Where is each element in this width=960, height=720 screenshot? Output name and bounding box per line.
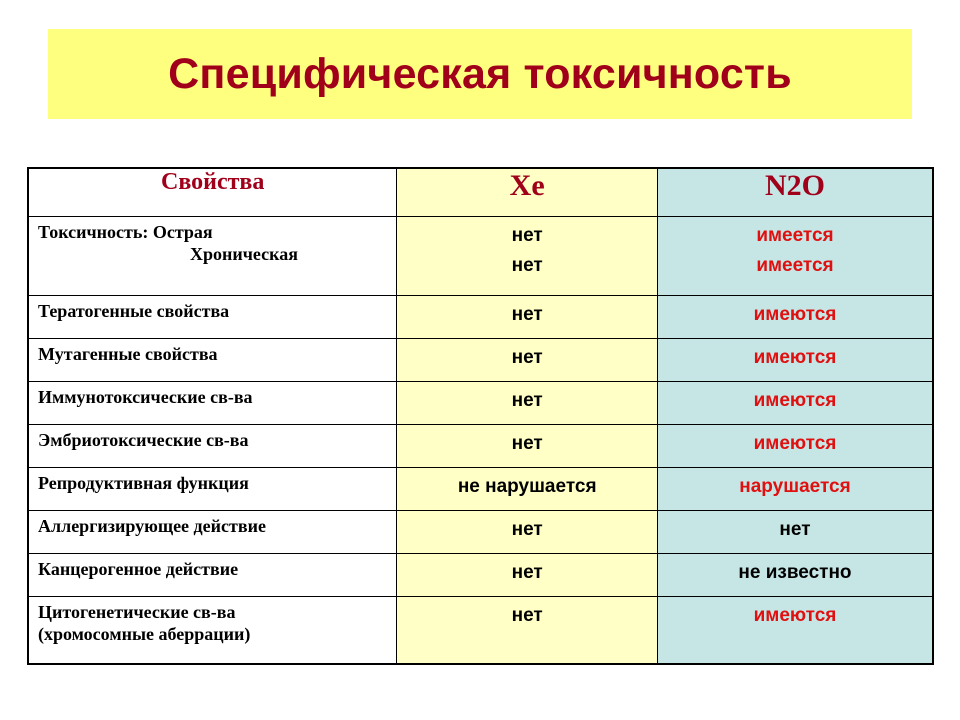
table-row-toxicity bbox=[28, 217, 933, 296]
n2o-value: нарушается bbox=[657, 468, 933, 511]
xe-value: нет bbox=[397, 339, 658, 382]
toxicity-chronic-label: Хроническая bbox=[190, 244, 298, 264]
xe-cell bbox=[397, 217, 658, 296]
xe-acute-value: нет bbox=[511, 225, 543, 246]
n2o-value: имеются bbox=[657, 339, 933, 382]
header-properties: Свойства bbox=[28, 168, 397, 217]
table-row bbox=[28, 296, 933, 339]
xe-value: нет bbox=[397, 382, 658, 425]
n2o-cell bbox=[657, 217, 933, 296]
n2o-value: имеются bbox=[657, 597, 933, 665]
property-cell: Тератогенные свойства bbox=[28, 296, 397, 339]
property-cell bbox=[28, 597, 397, 665]
header-row bbox=[28, 168, 933, 217]
xe-value: нет bbox=[397, 597, 658, 665]
property-cell bbox=[28, 217, 397, 296]
table-row bbox=[28, 425, 933, 468]
table-row bbox=[28, 339, 933, 382]
xe-value: нет bbox=[397, 511, 658, 554]
slide-title: Специфическая токсичность bbox=[168, 49, 792, 98]
property-cell: Мутагенные свойства bbox=[28, 339, 397, 382]
table-row bbox=[28, 468, 933, 511]
xe-value: нет bbox=[397, 425, 658, 468]
property-cell: Эмбриотоксические св-ва bbox=[28, 425, 397, 468]
property-cell: Репродуктивная функция bbox=[28, 468, 397, 511]
table-row bbox=[28, 511, 933, 554]
header-n2o: N2O bbox=[657, 168, 933, 217]
title-band bbox=[48, 29, 912, 119]
n2o-acute-value: имеется bbox=[756, 225, 834, 246]
n2o-value: нет bbox=[657, 511, 933, 554]
n2o-value: имеются bbox=[657, 382, 933, 425]
xe-value: нет bbox=[397, 554, 658, 597]
n2o-value: имеются bbox=[657, 425, 933, 468]
table-row bbox=[28, 554, 933, 597]
property-cell: Иммунотоксические св-ва bbox=[28, 382, 397, 425]
property-cell: Аллергизирующее действие bbox=[28, 511, 397, 554]
cytogenetic-sublabel: (хромосомные аберрации) bbox=[38, 624, 251, 644]
table-row bbox=[28, 382, 933, 425]
n2o-chronic-value: имеется bbox=[756, 255, 834, 276]
n2o-value: не известно bbox=[657, 554, 933, 597]
n2o-value: имеются bbox=[657, 296, 933, 339]
cytogenetic-label: Цитогенетические св-ва bbox=[38, 602, 236, 622]
toxicity-label: Токсичность: Острая bbox=[38, 222, 213, 242]
property-cell: Канцерогенное действие bbox=[28, 554, 397, 597]
xe-value: не нарушается bbox=[397, 468, 658, 511]
xe-value: нет bbox=[397, 296, 658, 339]
comparison-table bbox=[27, 167, 934, 665]
header-xe: Xe bbox=[397, 168, 658, 217]
xe-chronic-value: нет bbox=[511, 255, 543, 276]
table-row-cytogenetic bbox=[28, 597, 933, 665]
